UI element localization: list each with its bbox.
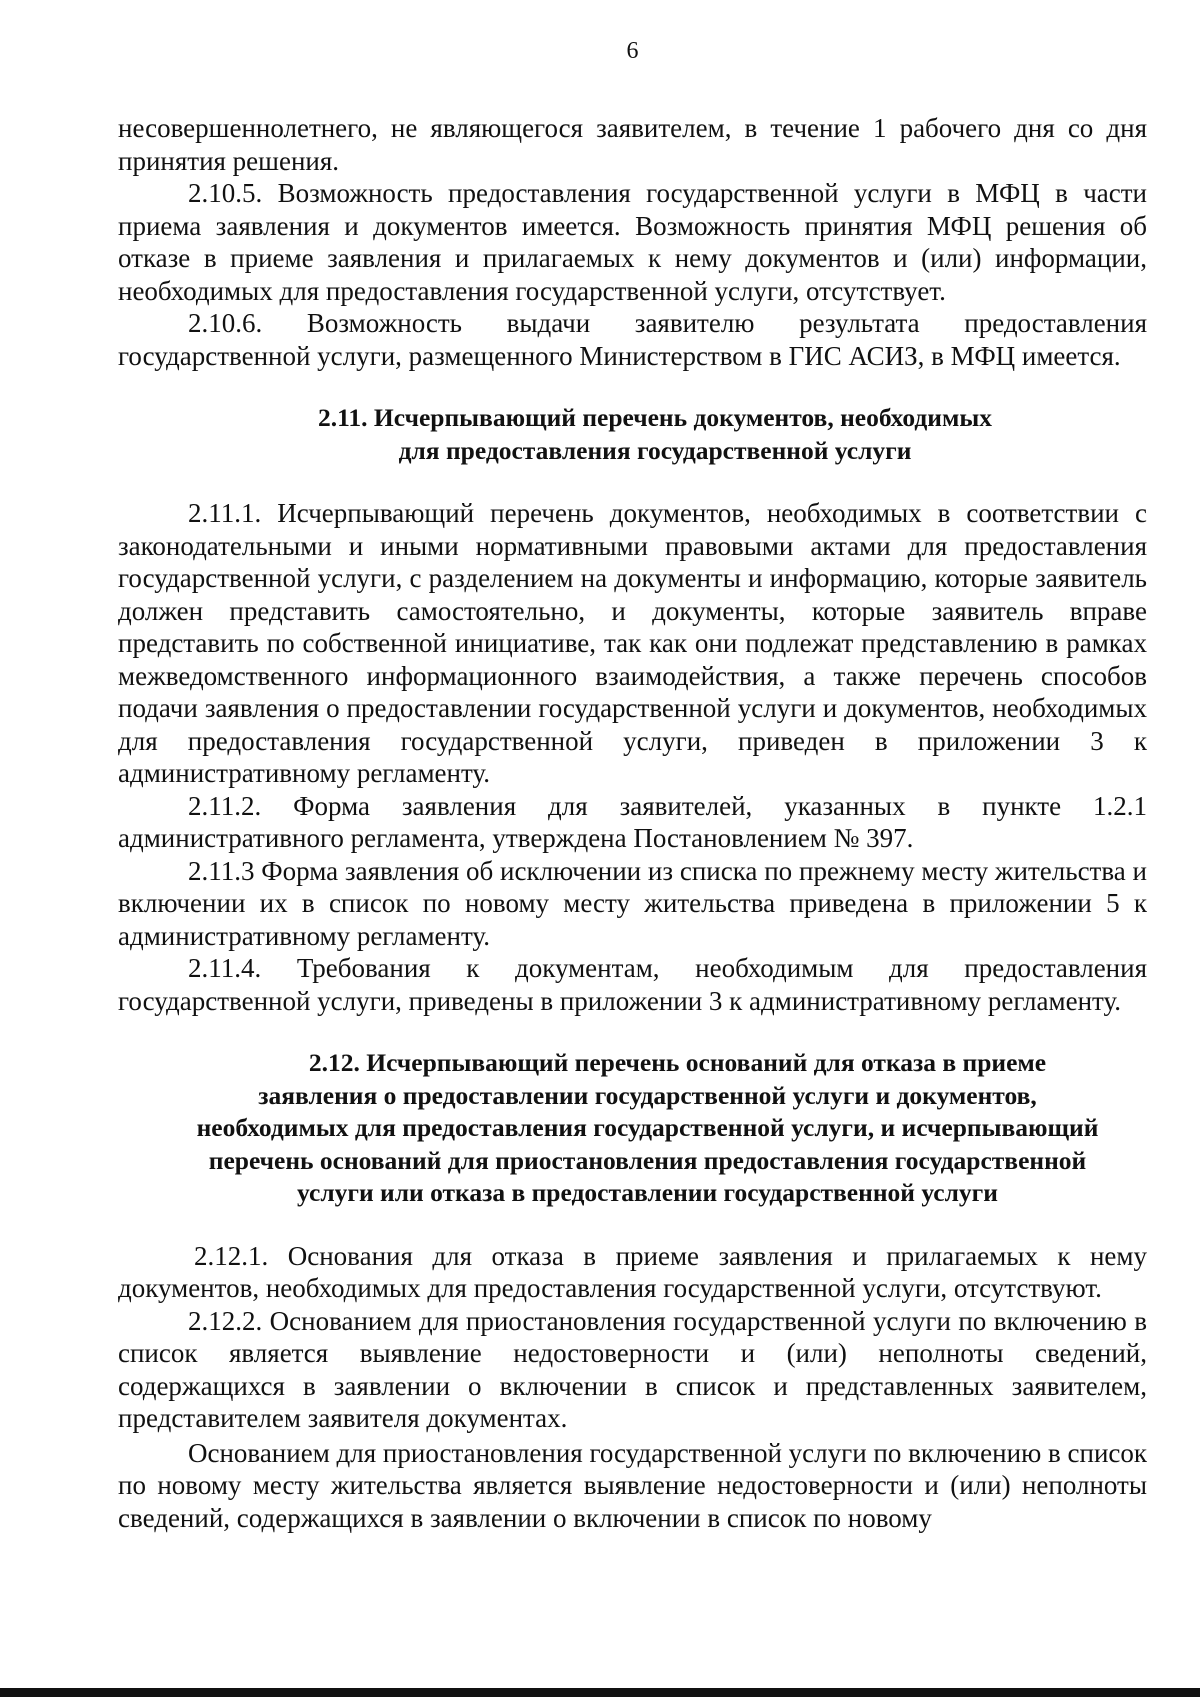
paragraph-2-12-2: 2.12.2. Основанием для приостановления государственной услуги по включению в список является выявление недостоверности и (или) неполноты сведений, содержащихся в заявлении о включении в список и представленных заявителем, представителем заявителя документах. [118, 1305, 1147, 1433]
paragraph-2-11-2: 2.11.2. Форма заявления для заявителей, указанных в пункте 1.2.1 административного регламента, утверждена Постановлением № 397. [118, 790, 1147, 853]
paragraph-2-10-6: 2.10.6. Возможность выдачи заявителю результата предоставления государственной услуги, размещенного Министерством в ГИС АСИЗ, в МФЦ имеется. [118, 308, 1147, 371]
heading-line: 2.12. Исчерпывающий перечень оснований для отказа в приеме [308, 1048, 1047, 1077]
section-heading-2-12 [118, 1047, 1147, 1210]
paragraph-2-12-1: 2.12.1. Основания для отказа в приеме заявления и прилагаемых к нему документов, необходимых для предоставления государственной услуги, отсутствуют. [118, 1240, 1147, 1303]
paragraph-2-11-4: 2.11.4. Требования к документам, необходимым для предоставления государственной услуги, приведены в приложении 3 к административному регламенту. [118, 953, 1147, 1016]
document-body [118, 112, 1147, 1534]
paragraph-2-11-3: 2.11.3 Форма заявления об исключении из списка по прежнему месту жительства и включении их в список по новому месту жительства приведена в приложении 5 к административному регламенту. [118, 855, 1147, 951]
paragraph-2-10-5: 2.10.5. Возможность предоставления государственной услуги в МФЦ в части приема заявления и документов имеется. Возможность принятия МФЦ решения об отказе в приеме заявления и прилагаемых к нему документов и (или) информации, необходимых для предоставления государственной услуги, отсутствует. [118, 178, 1147, 306]
heading-line: необходимых для предоставления государственной услуги, и исчерпывающий [196, 1113, 1099, 1142]
heading-line: для предоставления государственной услуги [398, 435, 912, 465]
paragraph-continuation: несовершеннолетнего, не являющегося заявителем, в течение 1 рабочего дня со дня принятия решения. [118, 113, 1147, 176]
heading-line: 2.11. Исчерпывающий перечень документов, необходимых [317, 403, 993, 432]
paragraph-2-11-1: 2.11.1. Исчерпывающий перечень документов, необходимых в соответствии с законодательными и иными нормативными правовыми актами для предоставления государственной услуги, с разделением на документы и информацию, которые заявитель должен представить самостоятельно, и документы, которые заявитель вправе представить по собственной инициативе, так как они подлежат представлению в рамках межведомственного информационного взаимодействия, а также перечень способов подачи заявления о предоставлении государственной услуги и документов, необходимых для предоставления государственной услуги, приведен в приложении 3 к административному регламенту. [118, 498, 1147, 788]
heading-line: услуги или отказа в предоставлении государственной услуги [297, 1178, 998, 1207]
scan-edge [0, 1688, 1200, 1697]
section-heading-2-11 [118, 402, 1147, 467]
page-number: 6 [626, 38, 639, 64]
heading-line: заявления о предоставлении государственной услуги и документов, [258, 1080, 1037, 1110]
paragraph-2-12-2-continued: Основанием для приостановления государственной услуги по включению в список по новому месту жительства является выявление недостоверности и (или) неполноты сведений, содержащихся в заявлении о включении в список по новому [118, 1437, 1147, 1533]
heading-line: перечень оснований для приостановления предоставления государственной [208, 1145, 1087, 1175]
